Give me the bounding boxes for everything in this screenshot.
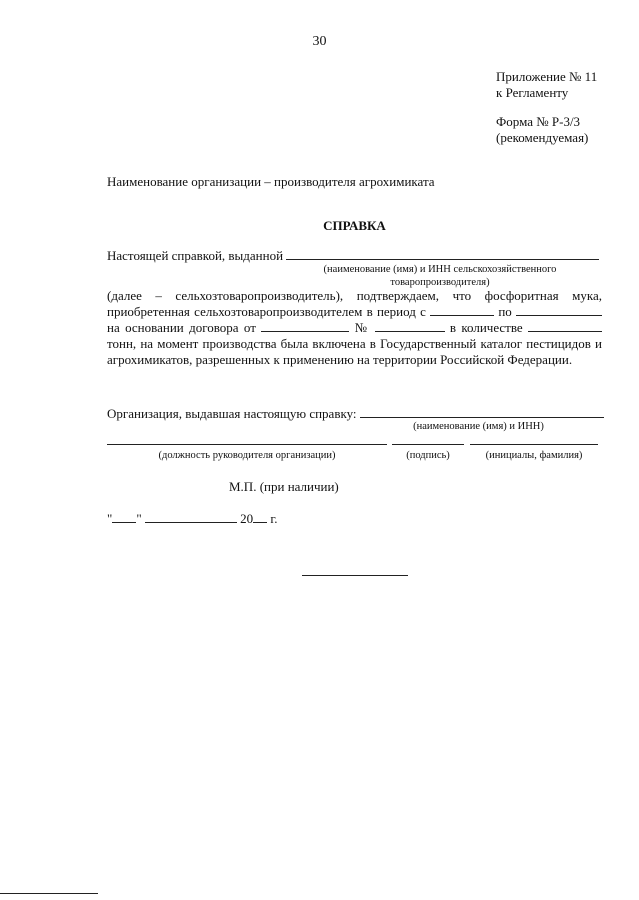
contract-number-field[interactable] bbox=[375, 320, 445, 332]
date-open-quote: " bbox=[107, 511, 113, 526]
year-prefix: 20 bbox=[240, 511, 254, 526]
appendix-line-2: к Регламенту bbox=[496, 85, 569, 100]
appendix-reference bbox=[496, 69, 597, 101]
contract-date-field[interactable] bbox=[261, 320, 349, 332]
position-caption: (должность руководителя организации) bbox=[158, 450, 336, 461]
body-text-3: на основании договора от bbox=[107, 320, 256, 335]
year-suffix: г. bbox=[270, 511, 278, 526]
producer-name-label: Наименование организации – производителя агрохимиката bbox=[107, 174, 435, 189]
initials-caption: (инициалы, фамилия) bbox=[485, 450, 583, 461]
form-status: (рекомендуемая) bbox=[496, 130, 589, 145]
body-text-4: № bbox=[354, 320, 370, 335]
quantity-field[interactable] bbox=[528, 320, 602, 332]
body-text-1: (далее – сельхозтоваропроизводитель), подтверждаем, что фосфоритная мука, приобретенная сельхозтоваропроизводителем в период с bbox=[107, 288, 602, 319]
signature-caption: (подпись) bbox=[406, 450, 450, 461]
period-to-field[interactable] bbox=[516, 304, 602, 316]
issued-to-line bbox=[107, 248, 599, 264]
document-title: СПРАВКА bbox=[323, 218, 386, 233]
appendix-line-1: Приложение № 11 bbox=[496, 69, 598, 84]
body-text-2: по bbox=[498, 304, 512, 319]
day-field[interactable] bbox=[112, 511, 136, 523]
position-field[interactable] bbox=[107, 444, 387, 445]
year-field[interactable] bbox=[253, 511, 267, 523]
issued-to-field[interactable] bbox=[286, 248, 599, 260]
issuing-org-field[interactable] bbox=[360, 406, 604, 418]
form-reference bbox=[496, 114, 588, 146]
issued-to-caption: (наименование (имя) и ИНН сельскохозяйственного товаропроизводителя) bbox=[323, 264, 557, 288]
body-text-5: в количестве bbox=[449, 320, 523, 335]
initials-field[interactable] bbox=[470, 444, 598, 445]
signature-field[interactable] bbox=[392, 444, 464, 445]
page-number: 30 bbox=[312, 34, 327, 49]
footnote-separator-line bbox=[0, 893, 98, 894]
certificate-body bbox=[107, 288, 602, 368]
issued-to-label: Настоящей справкой, выданной bbox=[107, 248, 284, 263]
issuing-org-caption: (наименование (имя) и ИНН) bbox=[413, 421, 544, 432]
issuing-org-label: Организация, выдавшая настоящую справку: bbox=[107, 406, 357, 421]
period-from-field[interactable] bbox=[430, 304, 494, 316]
month-field[interactable] bbox=[145, 511, 237, 523]
body-text-6: тонн, на момент производства была включена в Государственный каталог пестицидов и агрохимикатов, разрешенных к применению на территории Российской Федерации. bbox=[107, 336, 602, 367]
date-line bbox=[107, 511, 278, 527]
stamp-note: М.П. (при наличии) bbox=[229, 479, 339, 494]
end-separator-line bbox=[302, 575, 408, 576]
date-close-quote: " bbox=[136, 511, 142, 526]
form-number: Форма № Р-3/3 bbox=[496, 114, 581, 129]
